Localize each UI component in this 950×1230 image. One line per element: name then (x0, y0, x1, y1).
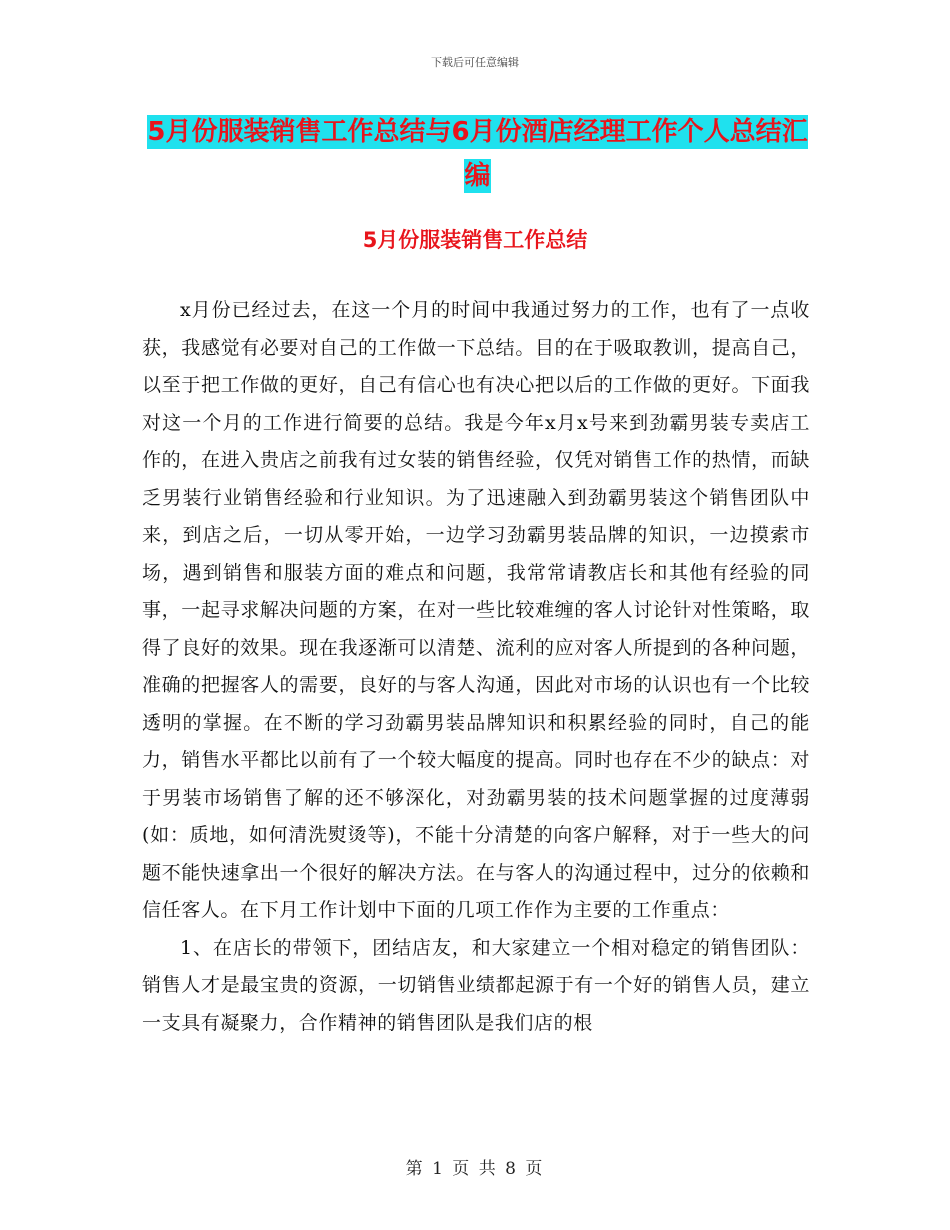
page-footer: 第 1 页 共 8 页 (405, 1159, 545, 1179)
header-note: 下载后可任意编辑 (431, 56, 519, 69)
section-title: 5月份服装销售工作总结 (362, 228, 588, 252)
body-text (142, 292, 810, 1042)
document-title-text: 5月份服装销售工作总结与6月份酒店经理工作个人总结汇编 (147, 117, 808, 191)
document-title (140, 110, 815, 198)
paragraph-2: 1、在店长的带领下，团结店友，和大家建立一个相对稳定的销售团队：销售人才是最宝贵的资源，一切销售业绩都起源于有一个好的销售人员，建立一支具有凝聚力，合作精神的销售团队是我们店的根 (142, 936, 810, 1034)
paragraph-1: x月份已经过去，在这一个月的时间中我通过努力的工作，也有了一点收获，我感觉有必要对自己的工作做一下总结。目的在于吸取教训，提高自己，以至于把工作做的更好，自己有信心也有决心把以后的工作做的更好。下面我对这一个月的工作进行简要的总结。我是今年x月x号来到劲霸男装专卖店工作的，在进入贵店之前我有过女装的销售经验，仅凭对销售工作的热情，而缺乏男装行业销售经验和行业知识。为了迅速融入到劲霸男装这个销售团队中来，到店之后，一切从零开始，一边学习劲霸男装品牌的知识，一边摸索市场，遇到销售和服装方面的难点和问题，我常常请教店长和其他有经验的同事，一起寻求解决问题的方案，在对一些比较难缠的客人讨论针对性策略，取得了良好的效果。现在我逐渐可以清楚、流利的应对客人所提到的各种问题，准确的把握客人的需要，良好的与客人沟通，因此对市场的认识也有一个比较透明的掌握。在不断的学习劲霸男装品牌知识和积累经验的同时，自己的能力，销售水平都比以前有了一个较大幅度的提高。同时也存在不少的缺点：对于男装市场销售了解的还不够深化，对劲霸男装的技术问题掌握的过度薄弱(如：质地，如何清洗熨烫等)，不能十分清楚的向客户解释，对于一些大的问题不能快速拿出一个很好的解决方法。在与客人的沟通过程中，过分的依赖和信任客人。在下月工作计划中下面的几项工作作为主要的工作重点： (142, 299, 810, 921)
